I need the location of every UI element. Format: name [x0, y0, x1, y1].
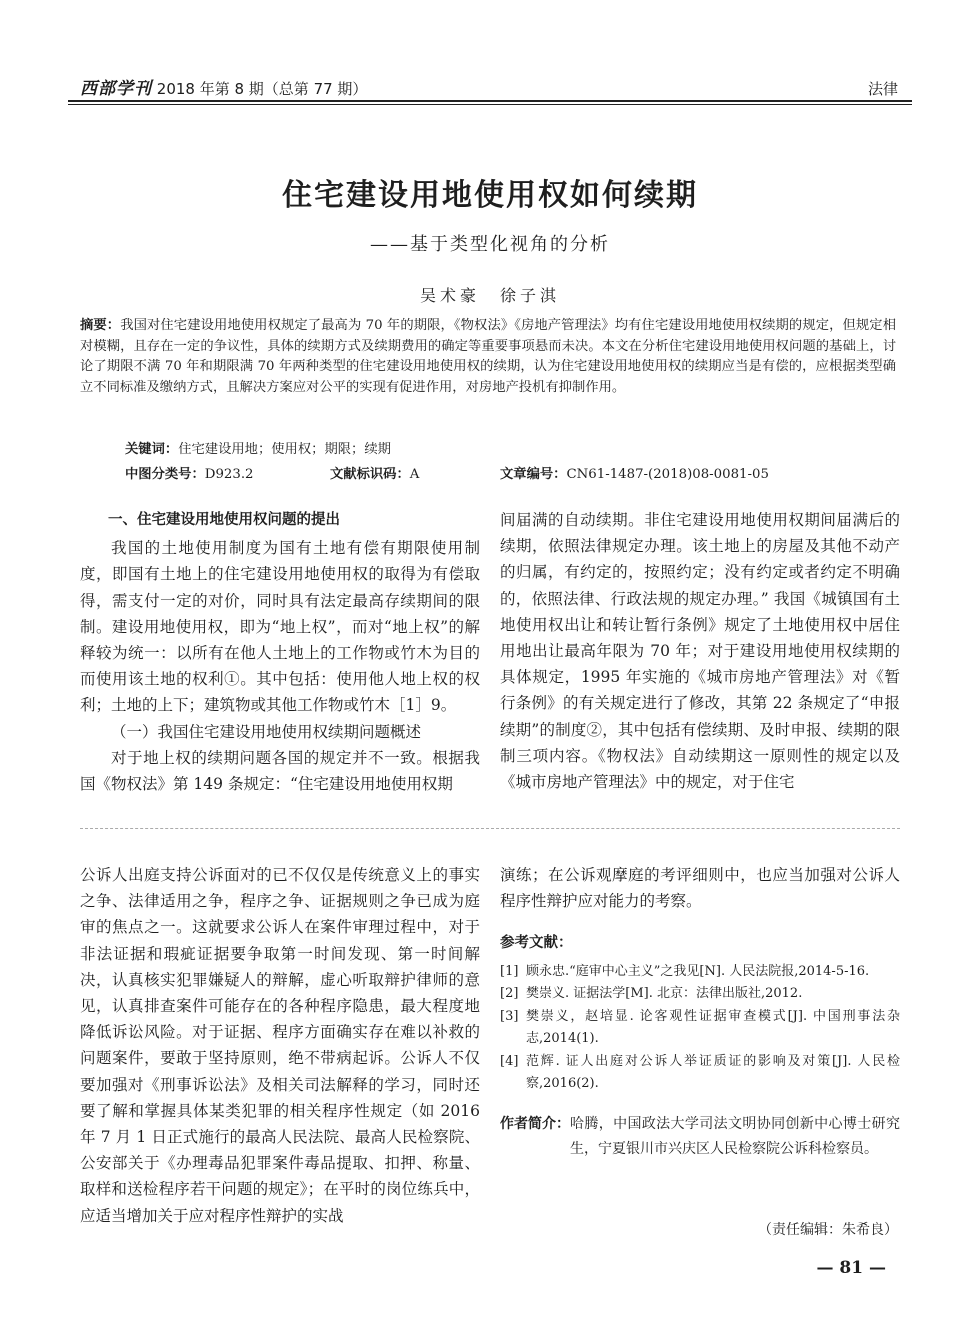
- abstract-label: 摘要：: [80, 318, 121, 333]
- paragraph: 公诉人出庭支持公诉面对的已不仅仅是传统意义上的事实之争、法律适用之争，程序之争、证据规则之争已成为庭审的焦点之一。这就要求公诉人在案件审理过程中，对于非法证据和瑕疵证据要争取第一时间发现、第一时间解决，认真核实犯罪嫌疑人的辩解，虚心听取辩护律师的意见，认真排查案件可能存在的各种程序隐患，最大程度地降低诉讼风险。对于证据、程序方面确实存在难以补救的问题案件，要敢于坚持原则，绝不带病起诉。公诉人不仅要加强对《刑事诉讼法》及相关司法解释的学习，同时还要了解和掌握具体某类犯罪的相关程序性规定（如 2016 年 7 月 1 日正式施行的最高人民法院、最高人民检察院、公安部关于《办理毒品犯罪案件毒品提取、扣押、称量、取样和送检程序若干问题的规定》；在平时的岗位练兵中，应适当增加关于应对程序性辩护的实战: [80, 866, 480, 1225]
- author-intro-label: 作者简介：: [500, 1115, 570, 1132]
- references-heading: 参考文献：: [500, 935, 573, 952]
- abstract: [80, 316, 896, 398]
- reference-item: [4] 范辉. 证人出庭对公诉人举证质证的影响及对策[J]. 人民检察,2016(2).: [500, 1053, 900, 1092]
- section-name: 法律: [867, 80, 898, 98]
- issue-info: 2018 年第 8 期（总第 77 期）: [156, 80, 368, 98]
- reference-item: [3] 樊崇义，赵培显. 论客观性证据审查模式[J]. 中国刑事法杂志,2014(1).: [500, 1008, 900, 1047]
- subsection-heading: （一）我国住宅建设用地使用权续期问题概述: [111, 722, 422, 741]
- abstract-text: 我国对住宅建设用地使用权规定了最高为 70 年的期限，《物权法》《房地产管理法》均有住宅建设用地使用权续期的规定，但规定相对模糊，且存在一定的争议性，具体的续期方式及续期费用的确定等重要事项悬而未决。本文在分析住宅建设用地使用权问题的基础上，讨论了期限不满 70 年和期限满 70 年两种类型的住宅建设用地使用权的续期，认为住宅建设用地使用权的续期应当是有偿的，应根据类型确立不同标准及缴纳方式，且解决方案应对公平的实现有促进作用，对房地产投机有抑制作用。: [80, 318, 897, 395]
- header-rule-thin: [68, 104, 912, 105]
- article-no-label: 文章编号：: [500, 467, 567, 482]
- paragraph: 间届满的自动续期。非住宅建设用地使用权期间届满后的续期，依照法律规定办理。该土地上的房屋及其他不动产的归属，有约定的，按照约定；没有约定或者约定不明确的，依照法律、行政法规的规定办理。” 我国《城镇国有土地使用权出让和转让暂行条例》规定了土地使用权中居住用地出让最高年限为 70 年；对于建设用地使用权续期的具体规定，1995 年实施的《城市房地产管理法》对《暂行条例》的有关规定进行了修改，其第 22 条规定了“申报续期”的制度②，其中包括有偿续期、及时申报、续期的限制三项内容。《物权法》自动续期这一原则性的规定以及《城市房地产管理法》中的规定，对于住宅: [500, 511, 900, 792]
- paragraph: 演练；在公诉观摩庭的考评细则中，也应当加强对公诉人程序性辩护应对能力的考察。: [500, 866, 900, 911]
- keywords-text: 住宅建设用地；使用权；期限；续期: [178, 442, 391, 457]
- doc-code-value: A: [409, 467, 420, 482]
- keywords: [125, 438, 391, 457]
- top-left-column: [80, 507, 480, 797]
- top-right-column: [500, 507, 900, 795]
- references-list: [500, 961, 900, 1096]
- article-number: [500, 463, 769, 482]
- responsible-editor: （责任编辑：朱希良）: [758, 1222, 898, 1238]
- bottom-right-column: [500, 862, 900, 1162]
- article-separator: [80, 828, 900, 829]
- reference-item: [1] 顾永忠.“庭审中心主义”之我见[N]. 人民法院报,2014-5-16.: [500, 963, 870, 979]
- section-heading-1: 一、住宅建设用地使用权问题的提出: [108, 512, 340, 528]
- clc-number: [125, 463, 254, 482]
- author-intro-text: 哈腾，中国政法大学司法文明协同创新中心博士研究生，宁夏银川市兴庆区人民检察院公诉科检察员。: [570, 1115, 900, 1157]
- bottom-left-column: [80, 862, 480, 1229]
- authors: 吴术豪 徐子淇: [419, 286, 560, 305]
- clc-value: D923.2: [204, 467, 254, 482]
- journal-name: 西部学刊: [80, 79, 152, 99]
- article-title: 住宅建设用地使用权如何续期: [282, 178, 698, 213]
- keywords-label: 关键词：: [125, 442, 179, 457]
- doc-code-label: 文献标识码：: [330, 467, 410, 482]
- article-no-value: CN61-1487-(2018)08-0081-05: [566, 467, 769, 482]
- page-number: — 81 —: [816, 1258, 886, 1278]
- running-header: [80, 74, 367, 99]
- header-rule: [68, 100, 912, 102]
- reference-item: [2] 樊崇义. 证据法学[M]. 北京：法律出版社,2012.: [500, 986, 803, 1002]
- clc-label: 中图分类号：: [125, 467, 205, 482]
- author-intro: [500, 1112, 900, 1162]
- paragraph: 我国的土地使用制度为国有土地有偿有期限使用制度，即国有土地上的住宅建设用地使用权的取得为有偿取得，需支付一定的对价，同时具有法定最高存续期间的限制。建设用地使用权，即为“地上权”，而对“地上权”的解释较为统一：以所有在他人土地上的工作物或竹木为目的而使用该土地的权利①。其中包括：使用他人地上权的权利；土地的上下；建筑物或其他工作物或竹木［1］9。: [80, 539, 480, 715]
- article-subtitle: ——基于类型化视角的分析: [370, 234, 610, 255]
- paragraph: 对于地上权的续期问题各国的规定并不一致。根据我国《物权法》第 149 条规定：“住宅建设用地使用权期: [80, 748, 480, 794]
- document-code: [330, 463, 419, 482]
